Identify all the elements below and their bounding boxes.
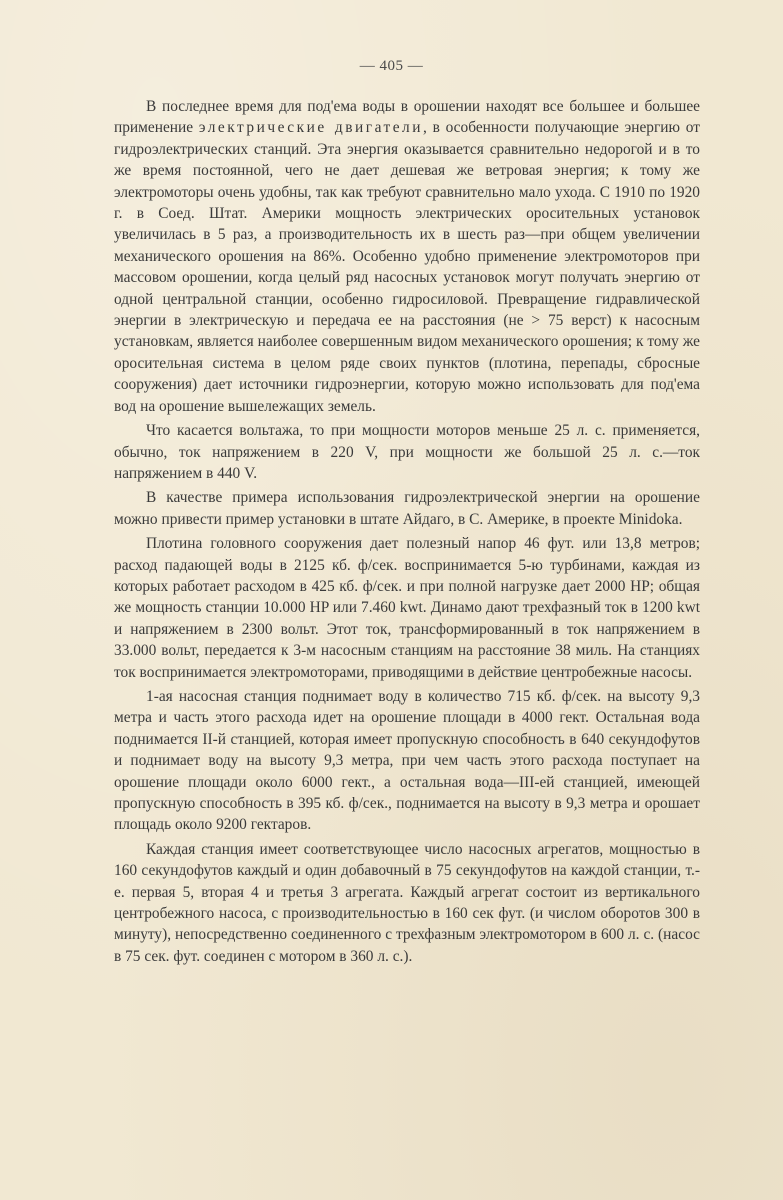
paragraph-1 xyxy=(114,96,700,417)
paragraph-1-start: В последнее время для под'ема воды в орошении находят все большее и большее применение xyxy=(114,98,700,137)
paragraph-4: Плотина головного сооружения дает полезный напор 46 фут. или 13,8 метров; расход падающей воды в 2125 кб. ф/сек. воспринимается 5-ю турбинами, каждая из которых работает расходом в 425 кб. ф/сек. и при полной нагрузке дает 2000 HP; общая же мощность станции 10.000 HP или 7.460 kwt. Динамо дают трехфазный ток в 1200 kwt и напряжением в 2300 вольт. Этот ток, трансформированный в ток напряжением в 33.000 вольт, передается к 3-м насосным станциям на расстояние 38 миль. На станциях ток воспринимается электромоторами, приводящими в действие центробежные насосы. xyxy=(114,535,700,681)
page-number: — 405 — xyxy=(359,58,424,74)
body-text xyxy=(114,96,700,967)
paragraph-5: 1-ая насосная станция поднимает воду в количество 715 кб. ф/сек. на высоту 9,3 метра и часть этого расхода идет на орошение площади в 4000 гект. Остальная вода поднимается II-й станцией, которая имеет пропускную способность в 640 секундофутов и поднимает воду на высоту 9,3 метра, при чем часть этого расхода поступает на орошение площади около 6000 гект., а остальная вода—III-ей станцией, имеющей пропускную способность в 395 кб. ф/сек., поднимается на высоту в 9,3 метра и орошает площадь около 9200 гектаров. xyxy=(114,687,700,834)
emphasized-term: электрические двигатели xyxy=(198,119,423,137)
paragraph-2: Что касается вольтажа, то при мощности моторов меньше 25 л. с. применяется, обычно, ток напряжением в 220 V, при мощности же большой 25 л. с.—ток напряжением в 440 V. xyxy=(114,422,700,482)
paragraph-3: В качестве примера использования гидроэлектрической энергии на орошение можно привести пример установки в штате Айдаго, в С. Америке, в проекте Minidoka. xyxy=(114,489,700,528)
paragraph-1-rest: , в особенности получающие энергию от гидроэлектрических станций. Эта энергия оказывается сравнительно недорогой и в то же время постоянной, чего не дает дешевая же ветровая энергия; к тому же электромоторы очень удобны, так как требуют сравнительно мало ухода. С 1910 по 1920 г. в Соед. Штат. Америки мощность электрических оросительных установок увеличилась в 5 раз, а производительность их в шесть раз—при общем увеличении механического орошения на 86%. Особенно удобно применение электромоторов при массовом орошении, когда целый ряд насосных установок могут получать энергию от одной центральной станции, особенно гидросиловой. Превращение гидравлической энергии в электрическую и передача ее на расстояния (не > 75 верст) к насосным установкам, является наиболее совершенным видом механического орошения; к тому же оросительная система в целом ряде своих пунктов (плотина, перепады, сбросные сооружения) дает источники гидроэнергии, которую можно использовать для под'ема вод на орошение вышележащих земель. xyxy=(114,119,700,415)
paragraph-6: Каждая станция имеет соответствующее число насосных агрегатов, мощностью в 160 секундофутов каждый и один добавочный в 75 секундофутов на каждой станции, т.-е. первая 5, вторая 4 и третья 3 агрегата. Каждый агрегат состоит из вертикального центробежного насоса, с производительностью в 160 сек фут. (и числом оборотов 300 в минуту), непосредственно соединенного с трехфазным электромотором в 600 л. с. (насос в 75 сек. фут. соединен с мотором в 360 л. с.). xyxy=(114,840,700,965)
